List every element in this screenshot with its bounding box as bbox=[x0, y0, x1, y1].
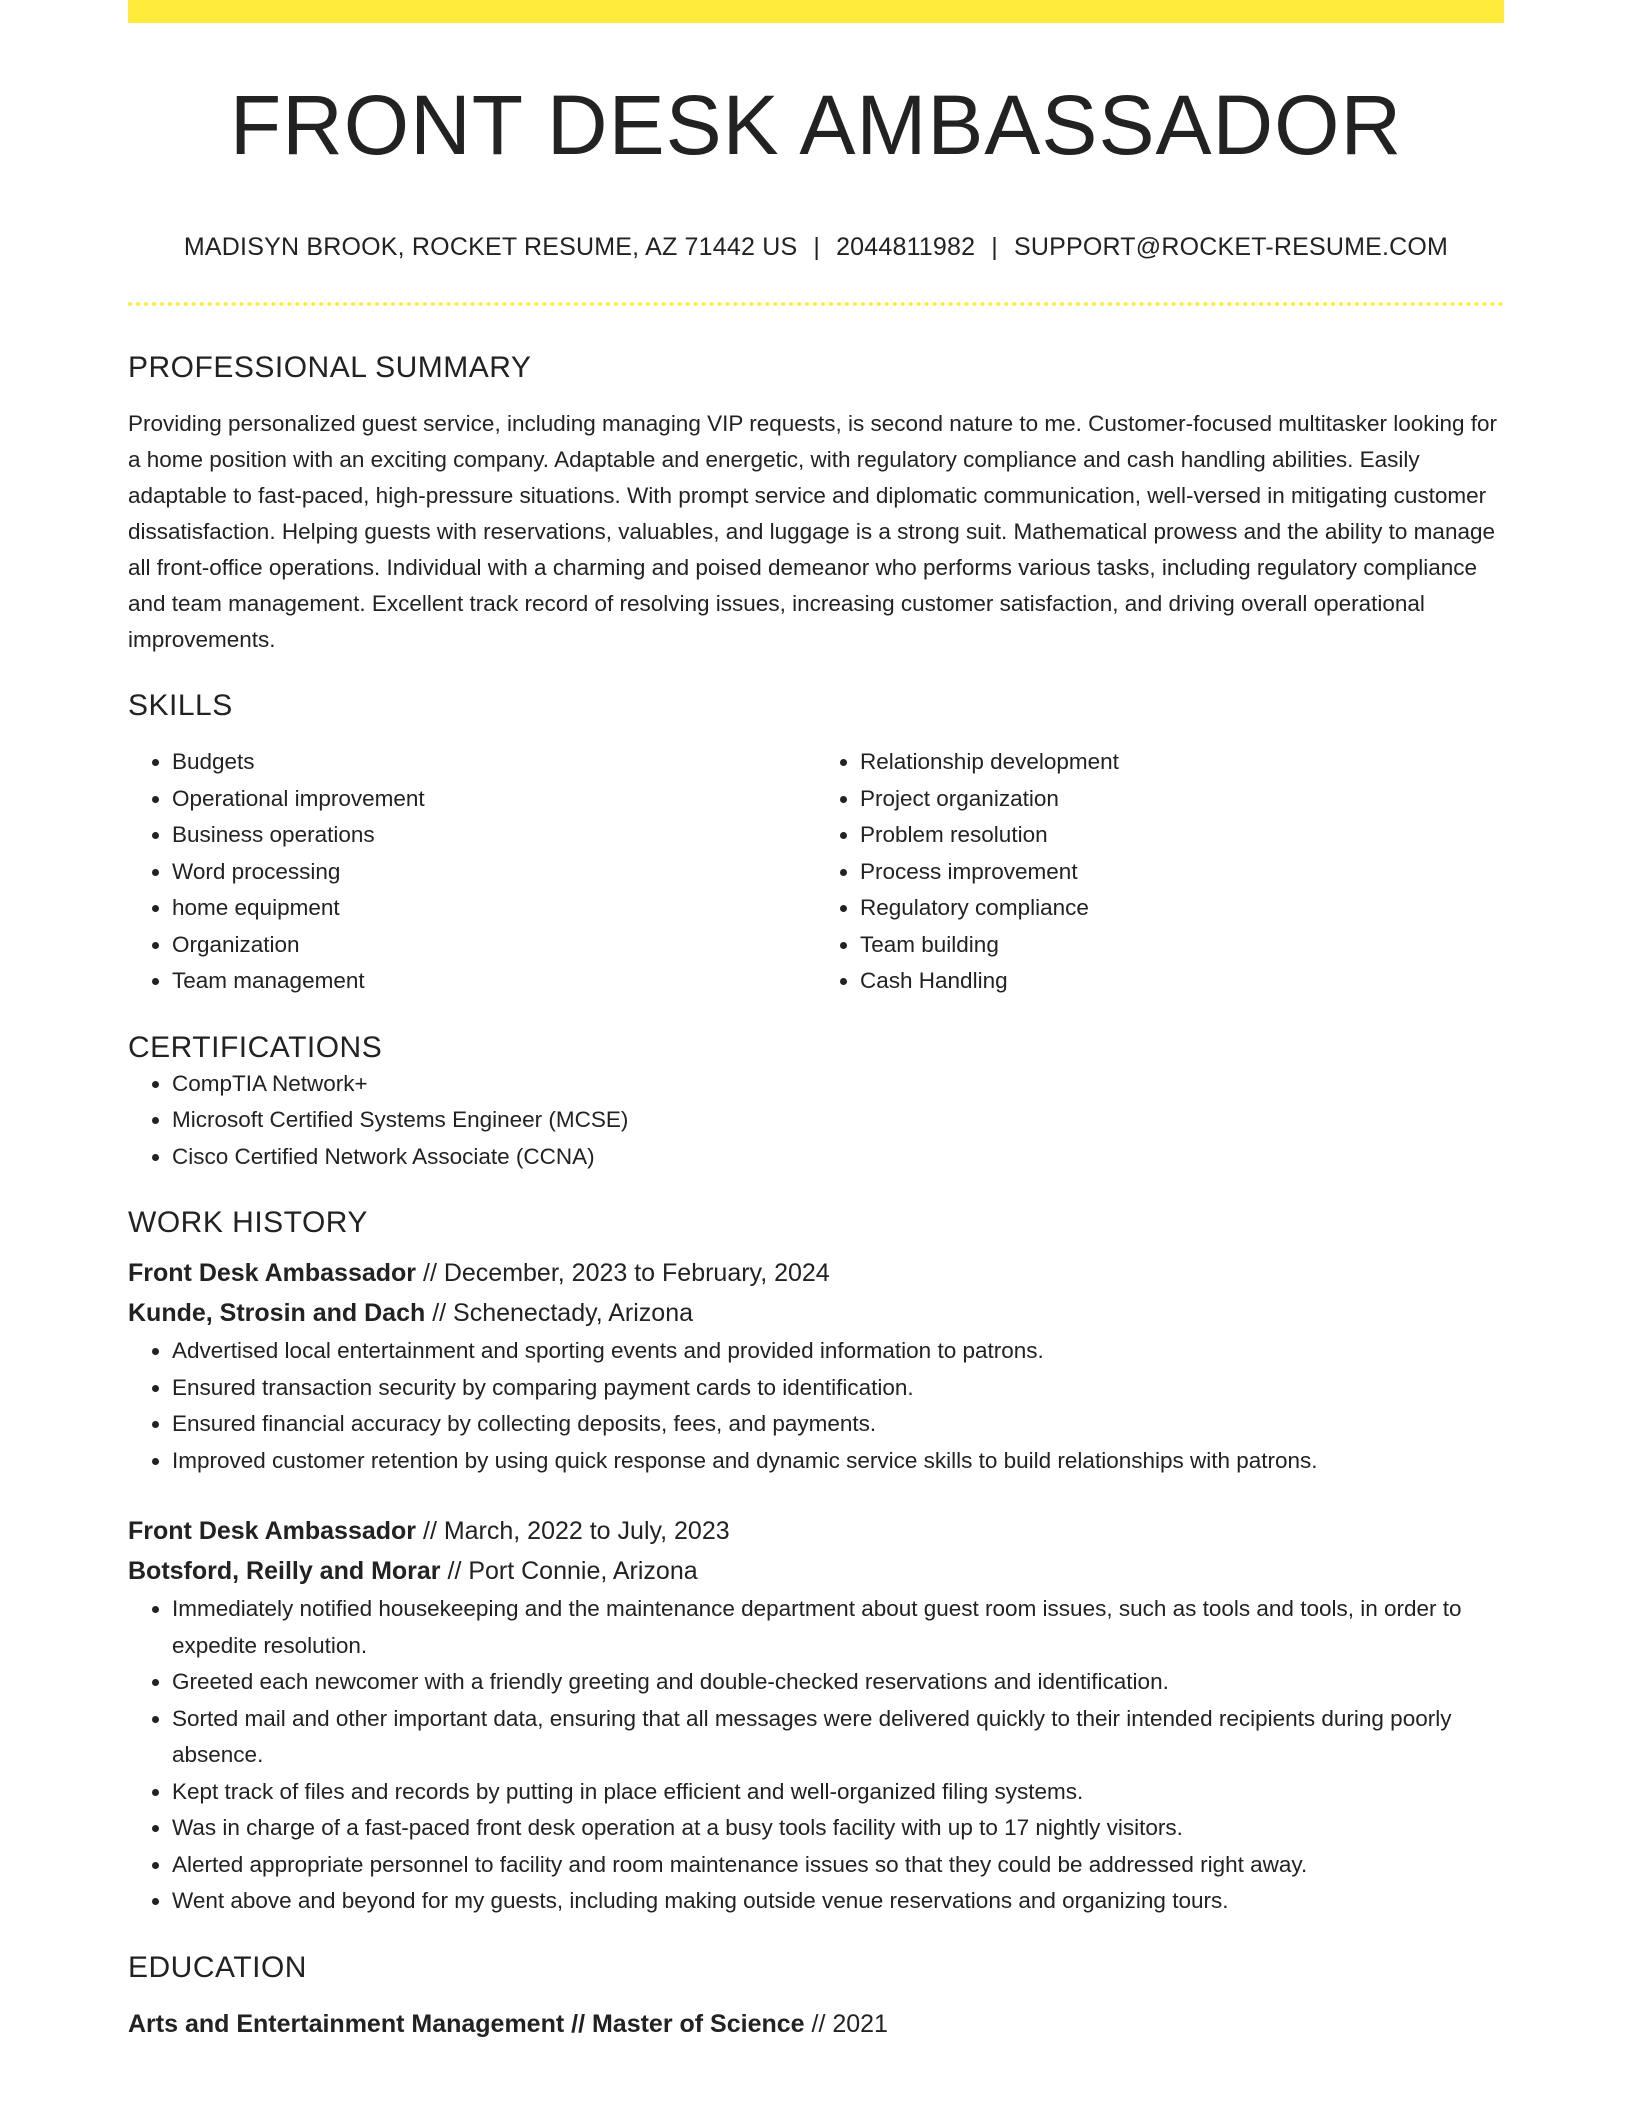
skill-item: • Organization bbox=[172, 927, 816, 964]
skill-item: • Project organization bbox=[860, 781, 1504, 818]
job-title-line bbox=[128, 1511, 1504, 1551]
job-company-line bbox=[128, 1293, 1504, 1333]
certification-item: • Microsoft Certified Systems Engineer (MCSE) bbox=[172, 1102, 1504, 1139]
skill-item: • Cash Handling bbox=[860, 963, 1504, 1000]
skill-item: • Process improvement bbox=[860, 854, 1504, 891]
skills-list-right bbox=[816, 744, 1504, 1000]
resume-page bbox=[128, 0, 1504, 2044]
job-entry bbox=[128, 1253, 1504, 1479]
skills-list-left bbox=[128, 744, 816, 1000]
skill-item: • Relationship development bbox=[860, 744, 1504, 781]
job-bullet-item: • Immediately notified housekeeping and the maintenance department about guest room issues, such as tools and tools, in order to expedite resolution. bbox=[172, 1591, 1504, 1664]
certification-item: • Cisco Certified Network Associate (CCNA) bbox=[172, 1139, 1504, 1176]
education-year: // 2021 bbox=[804, 2009, 888, 2038]
dotted-divider bbox=[128, 302, 1504, 306]
skill-item: • Budgets bbox=[172, 744, 816, 781]
skills-grid bbox=[128, 744, 1504, 1000]
education-degree: Arts and Entertainment Management // Master of Science bbox=[128, 2009, 805, 2038]
job-title: Front Desk Ambassador bbox=[128, 1259, 417, 1287]
job-company: Botsford, Reilly and Morar bbox=[128, 1557, 441, 1585]
contact-line bbox=[128, 233, 1504, 262]
job-bullet-item: • Greeted each newcomer with a friendly greeting and double-checked reservations and identification. bbox=[172, 1664, 1504, 1701]
accent-top-bar bbox=[128, 0, 1504, 23]
resume-title: FRONT DESK AMBASSADOR bbox=[229, 78, 1403, 172]
job-location: // Schenectady, Arizona bbox=[425, 1299, 694, 1327]
job-bullet-item: • Advertised local entertainment and sporting events and provided information to patrons. bbox=[172, 1333, 1504, 1370]
certifications-heading: CERTIFICATIONS bbox=[128, 1030, 383, 1064]
skill-item: • Problem resolution bbox=[860, 817, 1504, 854]
job-title: Front Desk Ambassador bbox=[128, 1517, 417, 1545]
job-company-line bbox=[128, 1551, 1504, 1591]
education-heading: EDUCATION bbox=[128, 1950, 307, 1984]
job-bullet-item: • Improved customer retention by using quick response and dynamic service skills to build relationships with patrons. bbox=[172, 1443, 1504, 1480]
skill-item: • Regulatory compliance bbox=[860, 890, 1504, 927]
job-dates: // March, 2022 to July, 2023 bbox=[416, 1517, 730, 1545]
job-bullet-item: • Kept track of files and records by putting in place efficient and well-organized filing systems. bbox=[172, 1774, 1504, 1811]
job-bullet-item: • Ensured transaction security by comparing payment cards to identification. bbox=[172, 1370, 1504, 1407]
job-company: Kunde, Strosin and Dach bbox=[128, 1299, 426, 1327]
contact-address: MADISYN BROOK, ROCKET RESUME, AZ 71442 US bbox=[183, 233, 798, 261]
job-dates: // December, 2023 to February, 2024 bbox=[416, 1259, 830, 1287]
certification-item: • CompTIA Network+ bbox=[172, 1066, 1504, 1103]
work-history-heading: WORK HISTORY bbox=[128, 1206, 368, 1239]
contact-phone: 2044811982 bbox=[836, 233, 976, 261]
contact-separator: | bbox=[813, 233, 821, 261]
job-bullets bbox=[128, 1333, 1504, 1479]
skill-item: • Team management bbox=[172, 963, 816, 1000]
job-location: // Port Connie, Arizona bbox=[440, 1557, 698, 1585]
skill-item: • Team building bbox=[860, 927, 1504, 964]
skill-item: • Business operations bbox=[172, 817, 816, 854]
job-title-line bbox=[128, 1253, 1504, 1293]
skills-heading: SKILLS bbox=[128, 689, 233, 722]
certifications-list bbox=[128, 1066, 1504, 1176]
skill-item: • home equipment bbox=[172, 890, 816, 927]
skill-item: • Word processing bbox=[172, 854, 816, 891]
skill-item: • Operational improvement bbox=[172, 781, 816, 818]
contact-separator: | bbox=[991, 233, 998, 261]
job-bullet-item: • Was in charge of a fast-paced front desk operation at a busy tools facility with up to 17 nightly visitors. bbox=[172, 1810, 1504, 1847]
job-bullet-item: • Sorted mail and other important data, ensuring that all messages were delivered quickly to their intended recipients during poorly absence. bbox=[172, 1701, 1504, 1774]
job-bullets bbox=[128, 1591, 1504, 1920]
education-entry bbox=[128, 2004, 1504, 2044]
contact-email: SUPPORT@ROCKET-RESUME.COM bbox=[1013, 233, 1449, 261]
job-bullet-item: • Alerted appropriate personnel to facility and room maintenance issues so that they could be addressed right away. bbox=[172, 1847, 1504, 1884]
job-bullet-item: • Went above and beyond for my guests, including making outside venue reservations and organizing tours. bbox=[172, 1883, 1504, 1920]
job-entry bbox=[128, 1511, 1504, 1920]
summary-text: Providing personalized guest service, including managing VIP requests, is second nature to me. Customer-focused multitasker looking for a home position with an exciting company. Adaptable and energetic, with regulatory compliance and cash handling abilities. Easily adaptable to fast-paced, high-pressure situations. With prompt service and diplomatic communication, well-versed in mitigating customer dissatisfaction. Helping guests with reservations, valuables, and luggage is a strong suit. Mathematical prowess and the ability to manage all front-office operations. Individual with a charming and poised demeanor who performs various tasks, including regulatory compliance and team management. Excellent track record of resolving issues, increasing customer satisfaction, and driving overall operational improvements. bbox=[128, 411, 1498, 652]
summary-heading: PROFESSIONAL SUMMARY bbox=[128, 351, 532, 384]
job-bullet-item: • Ensured financial accuracy by collecting deposits, fees, and payments. bbox=[172, 1406, 1504, 1443]
